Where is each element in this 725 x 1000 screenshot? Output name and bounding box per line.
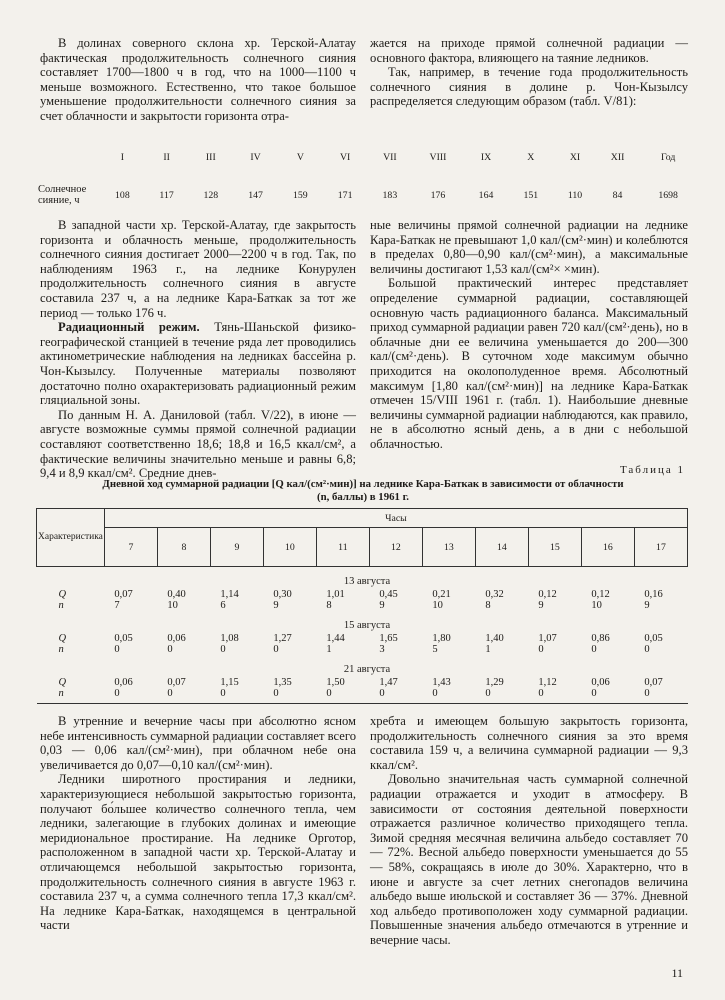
hour-cell: 13 [422, 528, 475, 567]
hour-cell: 10 [263, 528, 316, 567]
value-cell: 1,12 [538, 677, 557, 688]
date-row [37, 655, 688, 677]
value-cell: 1,01 [326, 589, 345, 600]
value-cell: 1,08 [220, 633, 239, 644]
value-cell: 0 [273, 644, 279, 655]
value-cell: 147 [248, 189, 263, 201]
value-cell: 176 [430, 189, 446, 201]
value-cell: 0,06 [591, 677, 610, 688]
value-cell: 0 [157, 688, 210, 704]
value-cell: 0 [263, 688, 316, 704]
value-cell: 0 [422, 688, 475, 704]
value-cell: 0,45 [379, 589, 398, 600]
bottom-right-column [370, 714, 688, 948]
value-cell: 1,44 [326, 633, 345, 644]
value-cell: 0 [369, 688, 422, 704]
value-cell: 0,16 [644, 589, 663, 600]
value-cell: 0,06 [167, 633, 186, 644]
value-cell: 0 [538, 644, 544, 655]
value-cell: 0 [634, 688, 687, 704]
month-cell: IX [480, 151, 492, 163]
n-row [37, 688, 688, 704]
hour-cell: 9 [210, 528, 263, 567]
value-cell: 171 [337, 189, 353, 201]
month-cell: IV [250, 151, 261, 163]
value-cell: 108 [115, 189, 130, 201]
month-cell: VII [383, 151, 397, 163]
date-cell: 21 августа [343, 663, 391, 675]
value-cell: 110 [567, 189, 583, 201]
month-cell: VI [339, 151, 351, 163]
value-cell: 3 [379, 644, 385, 655]
value-cell: 1,14 [220, 589, 239, 600]
value-cell: 1698 [658, 189, 678, 201]
row-label: n [37, 688, 105, 704]
value-cell: 9 [538, 600, 544, 611]
value-cell: 0,32 [485, 589, 504, 600]
value-cell: 0,07 [114, 589, 133, 600]
paragraph: Так, например, в течение года продолжительность солнечного сияния в долине р. Чон-Кызылсу распределяется следующим образом (табл. V/81): [370, 65, 688, 109]
value-cell: 0 [114, 644, 120, 655]
value-cell: 183 [382, 189, 398, 201]
sunshine-month-row [38, 148, 698, 166]
month-cell: XII [610, 151, 625, 163]
month-cell: Год [660, 151, 676, 163]
sunshine-table [38, 148, 698, 206]
top-right-column [370, 36, 688, 109]
value-cell: 128 [203, 189, 219, 201]
mid-left-column [40, 218, 356, 481]
value-cell: 0 [591, 644, 597, 655]
hour-cell: 8 [157, 528, 210, 567]
value-cell: 0,30 [273, 589, 292, 600]
value-cell: 8 [326, 600, 332, 611]
n-row [37, 644, 688, 655]
month-cell: X [527, 151, 535, 163]
table-caption: Дневной ход суммарной радиации [Q кал/(см²·мин)] на леднике Кара-Баткак в зависимости от облачности (n, баллы) в 1961 г. [102, 478, 624, 503]
row-label: Q [58, 677, 67, 688]
hour-cell: 14 [475, 528, 528, 567]
value-cell: 0,06 [114, 677, 133, 688]
sunshine-value-row [38, 184, 698, 206]
top-left-column [40, 36, 356, 124]
paragraph: По данным Н. А. Даниловой (табл. V/22), в июне — августе возможные суммы прямой солнечной радиации составляют соответственно 18,6; 18,8 и 16,5 ккал/см², а фактические величины значительно меньше и равны 6,8; 9,4 и 8,9 ккал/см². Средние днев- [40, 407, 356, 481]
row-label: n [58, 644, 64, 655]
q-row [37, 677, 688, 688]
paragraph: ные величины прямой солнечной радиации на леднике Кара-Баткак не превышают 1,0 кал/(см²·мин) и колеблются в пределах 0,80—0,90 кал/(см²·мин), а максимальные величины достигают 1,53 кал/(см²× ×мин). [370, 218, 688, 276]
value-cell: 1,35 [273, 677, 292, 688]
value-cell: 1 [485, 644, 491, 655]
month-cell: I [120, 151, 125, 163]
value-cell: 0,07 [167, 677, 186, 688]
value-cell: 0,12 [591, 589, 610, 600]
value-cell: 0 [316, 688, 369, 704]
value-cell: 1,47 [379, 677, 398, 688]
value-cell: 0 [104, 688, 157, 704]
value-cell: 5 [432, 644, 438, 655]
month-cell: XI [569, 151, 581, 163]
value-cell: 0 [475, 688, 528, 704]
date-cell: 13 августа [343, 575, 391, 587]
value-cell: 10 [432, 600, 443, 611]
hour-cell: 17 [634, 528, 687, 567]
hour-cell: 11 [316, 528, 369, 567]
paragraph: Большой практический интерес представляет определение суммарной радиации, составляющей основную часть радиационного баланса. Максимальный приход суммарной радиации равен 720 кал/(см²·день), но в облачные дни ее величина уменьшается до 200—300 кал/(см²·день). В суточном ходе максимум обычно приходится на околополуденное время. Абсолютный максимум [1,80 кал/(см²·мин)] на леднике Кара-Баткак отмечен 15/VIII 1961 г. (табл. 1). Наибольшие дневные величины суммарной радиации наблюдаются, как правило, не в абсолютно ясный день, а в дни с небольшой облачностью. [370, 276, 688, 451]
paragraph: В западной части хр. Терской-Алатау, где закрытость горизонта и облачность меньше, продолжительность солнечного сияния достигает 2000—2200 ч в год. Так, по наблюдениям 1963 г., на леднике Конурулен продолжительность солнечного сияния в августе составила 237 ч, а на леднике Кара-Баткак за тот же период — только 176 ч. [40, 218, 356, 320]
value-cell: 0 [220, 644, 226, 655]
mid-right-column [370, 218, 688, 452]
sunshine-row-label: Солнечное сияние, ч [38, 184, 87, 206]
bottom-left-column [40, 714, 356, 933]
value-cell: 7 [114, 600, 120, 611]
value-cell: 0 [581, 688, 634, 704]
paragraph: В долинах соверного склона хр. Терской-Алатау фактическая продолжительность солнечного сияния составляет 1700—1800 ч в год, что на 1000—1100 ч меньше возможного. Естественно, что такое большое уменьшение продолжительности солнечного сияния за счет облачности и закрытости горизонта отра- [40, 36, 356, 123]
value-cell: 159 [293, 189, 308, 201]
month-cell: VIII [429, 151, 447, 163]
value-cell: 0,05 [644, 633, 663, 644]
month-cell: V [296, 151, 304, 163]
value-cell: 1,65 [379, 633, 398, 644]
date-row [37, 611, 688, 633]
row-label: Q [58, 633, 67, 644]
date-row [37, 567, 688, 590]
value-cell: 10 [591, 600, 602, 611]
value-cell: 0,07 [644, 677, 663, 688]
value-cell: 1 [326, 644, 332, 655]
value-cell: 10 [167, 600, 178, 611]
paragraph: Ледники широтного простирания и ледники, характеризующиеся небольшой закрытостью горизонта, получают бо́льшее количество солнечного тепла, чем ледники, залегающие в глубоких долинах и имеющие меридиональное простирание. На леднике Орготор, расположенном в западной части хр. Терской-Алатау и отличающемся небольшой закрытостью горизонта, продолжительность солнечного сияния в августе 1963 г. составила 237 ч, а сумма солнечного тепла 17,3 ккал/см². На леднике Кара-Баткак, находящемся в центральной части [40, 772, 356, 933]
q-row [37, 633, 688, 644]
value-cell: 1,15 [220, 677, 239, 688]
paragraph: В утренние и вечерние часы при абсолютно ясном небе интенсивность суммарной радиации составляет всего 0,03 — 0,06 кал/(см²·мин), при облачном небе она увеличивается до 0,07—0,10 кал/(см²·мин). [40, 714, 356, 772]
value-cell: 9 [273, 600, 279, 611]
table-number: Таблица 1 [619, 464, 685, 476]
value-cell: 0,05 [114, 633, 133, 644]
paragraph: хребта и имеющем большую закрытость горизонта, продолжительность солнечного сияния за это время составила 159 ч, а величина суммарной радиации — 9,3 ккал/см². [370, 714, 688, 772]
hour-cell: 7 [104, 528, 157, 567]
value-cell: 9 [379, 600, 385, 611]
value-cell: 0,40 [167, 589, 186, 600]
characteristic-header: Характеристика [37, 509, 105, 567]
value-cell: 1,80 [432, 633, 451, 644]
month-cell: II [163, 151, 170, 163]
date-cell: 15 августа [343, 619, 391, 631]
value-cell: 0,86 [591, 633, 610, 644]
paragraph: жается на приходе прямой солнечной радиации — основного фактора, влияющего на таяние ледников. [370, 36, 688, 65]
value-cell: 1,43 [432, 677, 451, 688]
value-cell: 0,12 [538, 589, 557, 600]
row-label: Q [58, 589, 67, 600]
row-label: n [58, 600, 64, 611]
value-cell: 0 [210, 688, 263, 704]
radiation-table [36, 508, 688, 704]
page-number: 11 [671, 966, 683, 980]
hour-cell: 15 [528, 528, 581, 567]
value-cell: 0,21 [432, 589, 451, 600]
hours-row [37, 528, 688, 567]
value-cell: 164 [478, 189, 494, 201]
hours-header: Часы [104, 509, 687, 528]
value-cell: 1,27 [273, 633, 292, 644]
value-cell: 117 [159, 189, 174, 201]
value-cell: 0 [528, 688, 581, 704]
value-cell: 6 [220, 600, 226, 611]
value-cell: 9 [644, 600, 650, 611]
value-cell: 151 [523, 189, 539, 201]
value-cell: 1,40 [485, 633, 504, 644]
section-heading: Радиационный режим. [58, 320, 200, 335]
value-cell: 1,07 [538, 633, 557, 644]
value-cell: 1,50 [326, 677, 345, 688]
value-cell: 84 [612, 189, 623, 201]
paragraph: Довольно значительная часть суммарной солнечной радиации отражается и уходит в атмосферу. В зависимости от состояния деятельной поверхности отражается различное количество приходящего тепла. Зимой средняя месячная величина альбедо составляет 70 — 72%. Весной альбедо поверхности уменьшается до 55 — 58%, сокращаясь в июле до 30%. Характерно, что в июне и августе за счет летних снегопадов величина альбедо выше июльской и составляет 36 — 37%. Дневной ход альбедо противоположен ходу суммарной радиации. Повышенные значения альбедо отмечаются в утренние и вечерние часы. [370, 772, 688, 947]
value-cell: 1,29 [485, 677, 504, 688]
value-cell: 8 [485, 600, 491, 611]
paragraph: Радиационный режим. Тянь-Шаньской физико-географической станцией в течение ряда лет проводились актинометрические наблюдения на ледниках бассейна р. Чон-Кызылсу. Полученные материалы позволяют достаточно полно охарактеризовать радиационный режим гляциальной зоны. [40, 320, 356, 408]
hour-cell: 16 [581, 528, 634, 567]
q-row [37, 589, 688, 600]
n-row [37, 600, 688, 611]
hour-cell: 12 [369, 528, 422, 567]
value-cell: 0 [167, 644, 173, 655]
value-cell: 0 [644, 644, 650, 655]
month-cell: III [205, 151, 216, 163]
